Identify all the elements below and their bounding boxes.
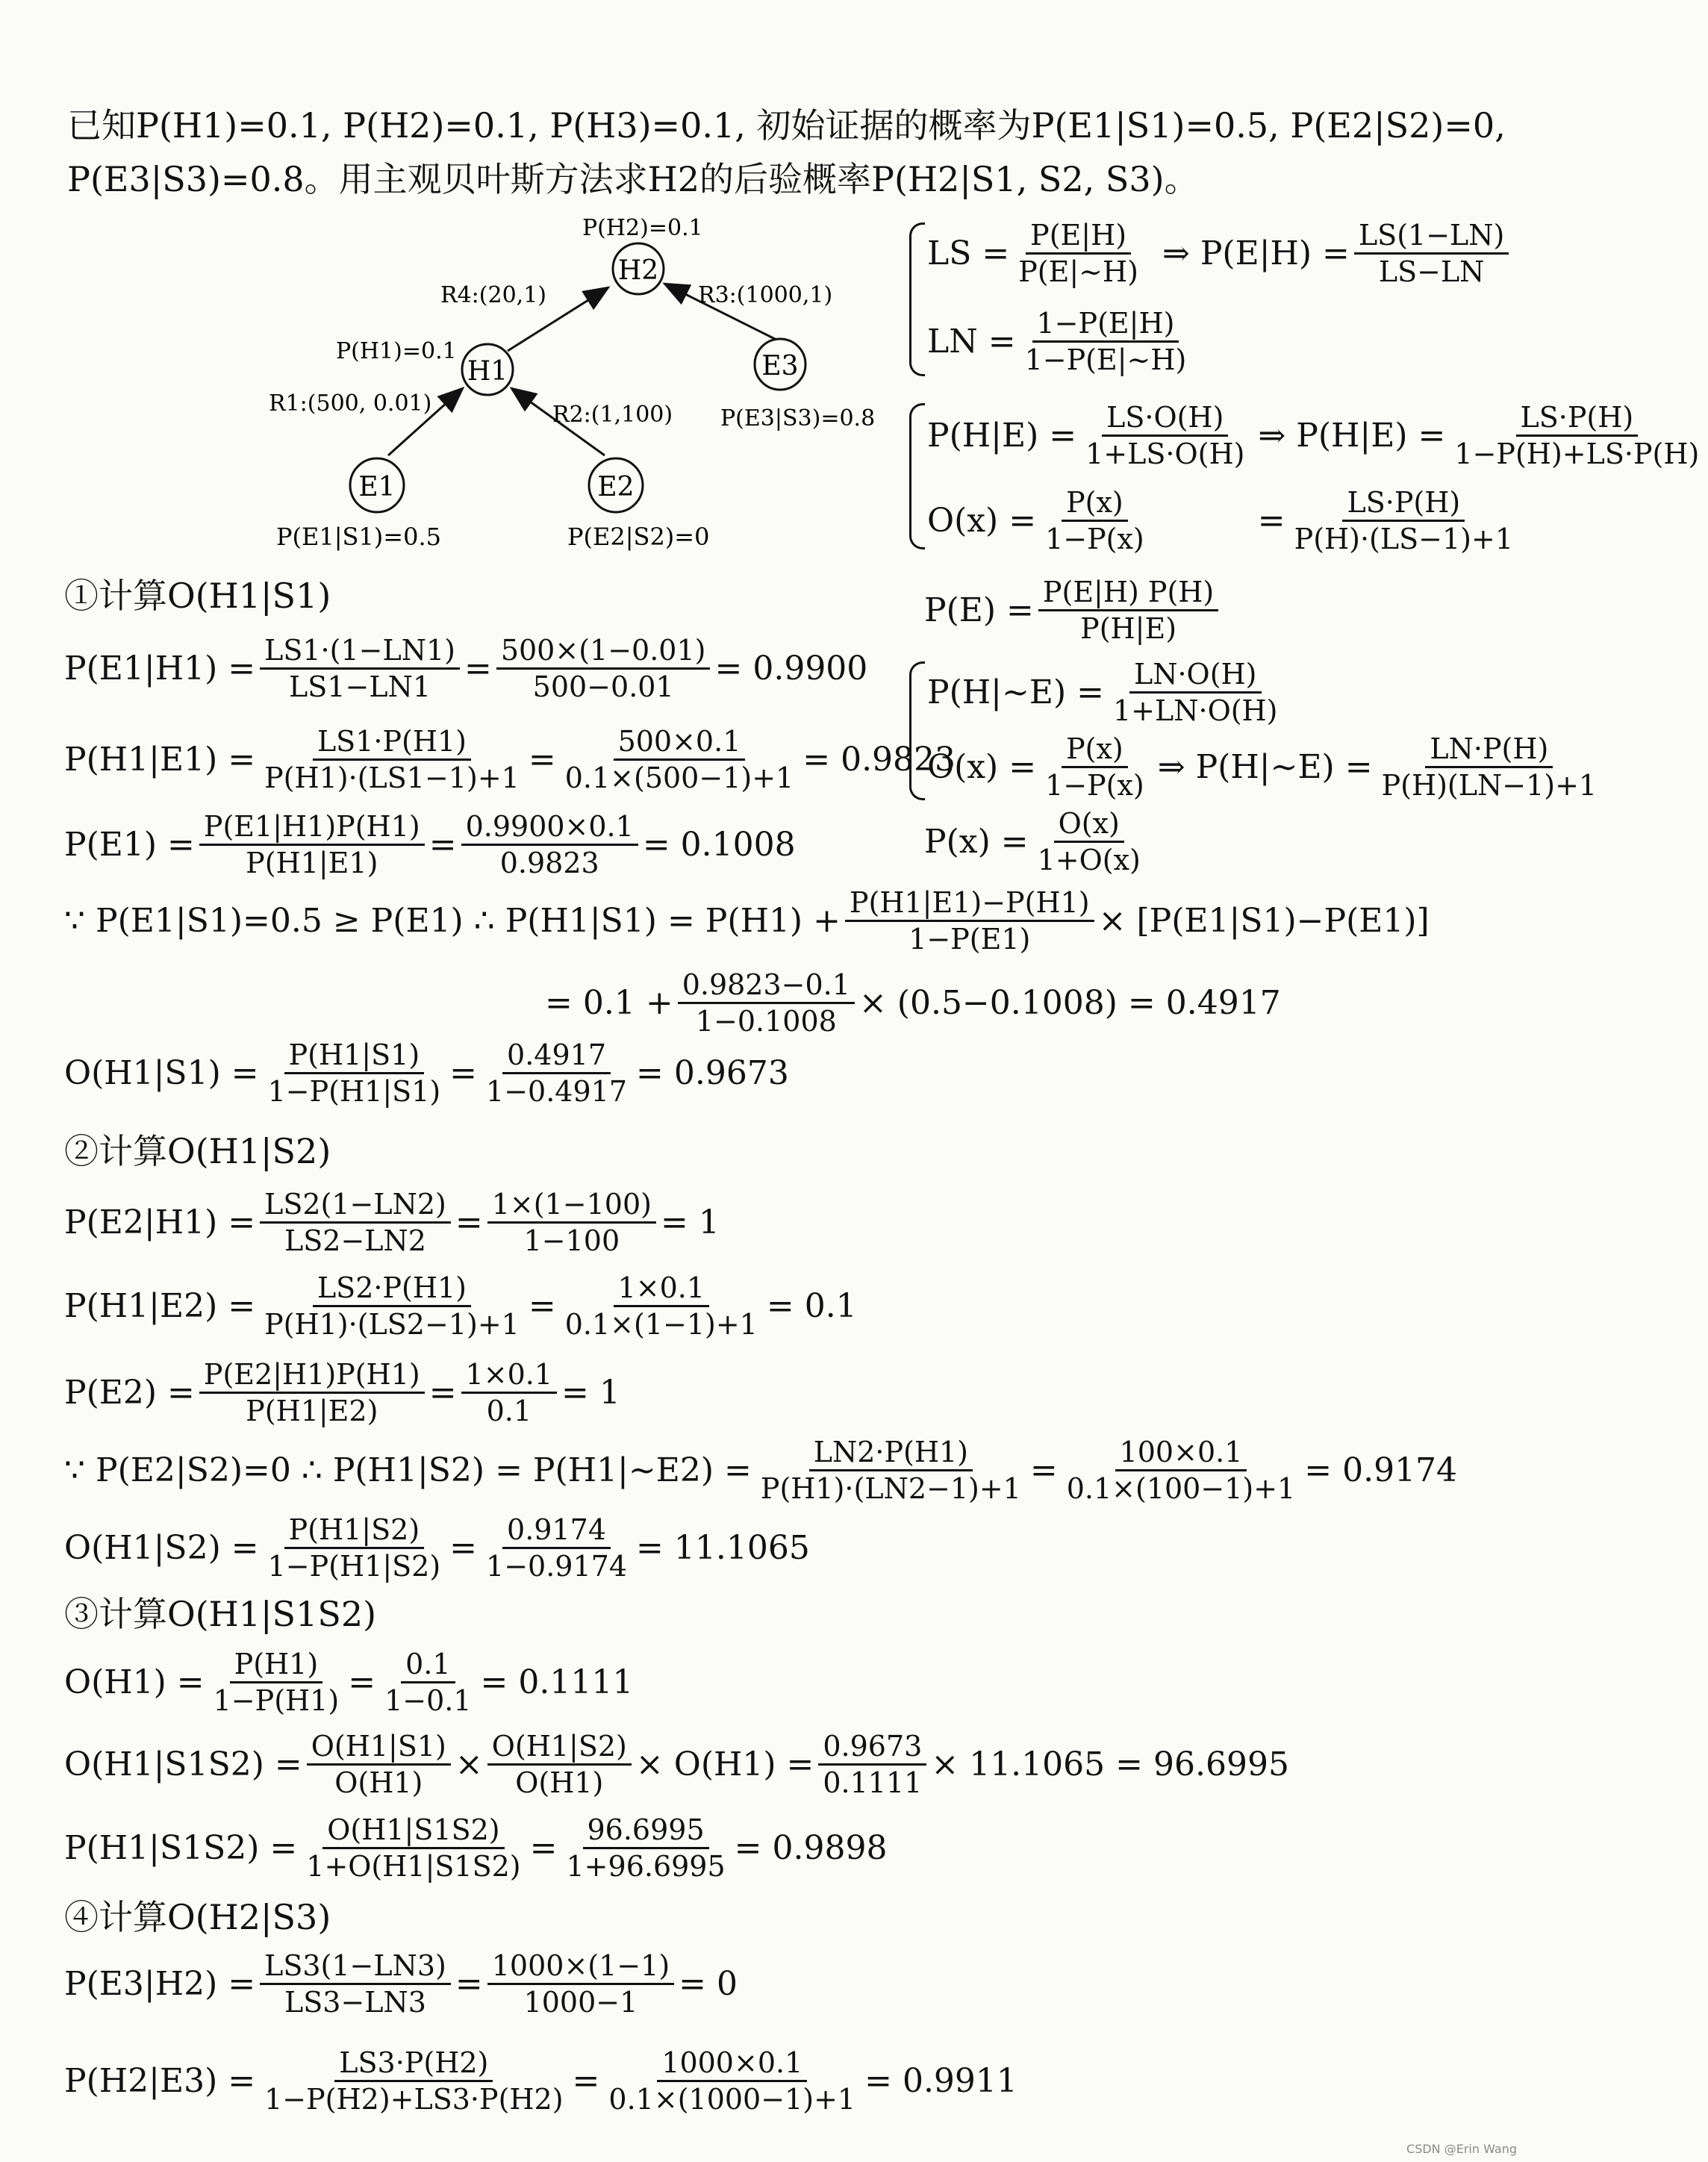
section-4-title: ④计算O(H2|S3): [64, 1897, 331, 1937]
node-e2-label: E2: [597, 472, 635, 502]
node-h1-label: H1: [467, 356, 508, 387]
brace-ls-ln: [909, 222, 925, 376]
formula-phe: P(H|E) = $\frac{LS\cdot O(H)}{1+LS\cdot O(H)}$ ⇒ P(H|E) = $\frac{LS\cdot P(H)}{1-P(H)+LS\cdot P(H)}$: [927, 401, 1700, 470]
formula-pe: P(E) = $\frac{P(E|H) P(H)}{P(H|E)}$: [924, 575, 1223, 646]
label-r2: R2:(1,100): [552, 402, 673, 428]
s3-o-h1: O(H1) = $\frac{P(H1)}{1-P(H1)}$ = $\frac{0.1}{1-0.1}$ = 0.1111: [64, 1648, 634, 1717]
node-e2: [589, 458, 643, 512]
node-h2-label: H2: [617, 255, 659, 286]
watermark: CSDN @Erin Wang: [1406, 2142, 1517, 2156]
label-r3: R3:(1000,1): [698, 282, 833, 308]
node-e1: [350, 458, 404, 512]
s2-p-e2: P(E2) = $\frac{P(E2|H1)P(H1)}{P(H1|E2)}$ = $\frac{1\times 0.1}{0.1}$ = 1: [64, 1358, 620, 1427]
label-p-e1s1: P(E1|S1)=0.5: [276, 523, 441, 551]
s1-p-h1-s1-value: = 0.1 + $\frac{0.9823-0.1}{1-0.1008}$ × (0.5−0.1008) = 0.4917: [545, 968, 1281, 1038]
section-2-title: ②计算O(H1|S2): [64, 1131, 331, 1171]
formula-ox-2: O(x) = $\frac{P(x)}{1-P(x)}$ ⇒ P(H|~E) = $\frac{LN\cdot P(H)}{P(H)(LN-1)+1}$: [927, 732, 1598, 802]
formula-ls: LS = $\frac{P(E|H)}{P(E|\sim H)}$ ⇒ P(E|H) = $\frac{LS(1-LN)}{LS-LN}$: [927, 218, 1513, 289]
s3-o-h1-s1s2: O(H1|S1S2) = $\frac{O(H1|S1)}{O(H1)}$ × $\frac{O(H1|S2)}{O(H1)}$ × O(H1) = $\frac{0.9673}{0.1111}$ × 11.1065 = 96.6995: [64, 1730, 1289, 1799]
s3-p-h1-s1s2: P(H1|S1S2) = $\frac{O(H1|S1S2)}{1+O(H1|S1S2)}$ = $\frac{96.6995}{1+96.6995}$ = 0.9898: [64, 1813, 888, 1883]
s1-p-e1: P(E1) = $\frac{P(E1|H1)P(H1)}{P(H1|E1)}$ = $\frac{0.9900\times 0.1}{0.9823}$ = 0.1008: [64, 810, 796, 879]
label-r4: R4:(20,1): [440, 282, 546, 308]
formula-phne: P(H|~E) = $\frac{LN\cdot O(H)}{1+LN\cdot O(H)}$: [927, 658, 1278, 727]
node-e3: [755, 339, 805, 390]
node-h1: [462, 344, 513, 395]
label-r1: R1:(500, 0.01): [269, 390, 432, 417]
s1-p-h1-e1: P(H1|E1) = $\frac{LS1\cdot P(H1)}{P(H1)\cdot(LS1-1)+1}$ = $\frac{500\times 0.1}{0.1\times(500-1)+1}$ = 0.9823: [64, 725, 956, 794]
formula-px: P(x) = $\frac{O(x)}{1+O(x)}$: [924, 807, 1141, 876]
label-p-e2s2: P(E2|S2)=0: [567, 523, 710, 551]
s1-p-e1-h1: P(E1|H1) = $\frac{LS1\cdot(1-LN1)}{LS1-LN1}$ = $\frac{500\times(1-0.01)}{500-0.01}$ = 0.9900: [64, 634, 868, 703]
s4-p-h2-e3: P(H2|E3) = $\frac{LS3\cdot P(H2)}{1-P(H2)+LS3\cdot P(H2)}$ = $\frac{1000\times 0.1}{0.1\times(1000-1)+1}$ = 0.9911: [64, 2046, 1017, 2116]
inference-network-diagram: [254, 209, 911, 567]
node-h2: [613, 243, 664, 294]
s2-p-h1-s2: ∵ P(E2|S2)=0 ∴ P(H1|S2) = P(H1|~E2) = $\frac{LN2\cdot P(H1)}{P(H1)\cdot(LN2-1)+1}$ = $\frac{100\times 0.1}{0.1\times(100-1)+1}$ = 0.9174: [64, 1436, 1458, 1505]
section-1-title: ①计算O(H1|S1): [64, 576, 331, 616]
s2-o-h1-s2: O(H1|S2) = $\frac{P(H1|S2)}{1-P(H1|S2)}$ = $\frac{0.9174}{1-0.9174}$ = 11.1065: [64, 1513, 810, 1583]
s1-o-h1-s1: O(H1|S1) = $\frac{P(H1|S1)}{1-P(H1|S1)}$ = $\frac{0.4917}{1-0.4917}$ = 0.9673: [64, 1038, 789, 1108]
section-3-title: ③计算O(H1|S1S2): [64, 1594, 377, 1634]
s2-p-h1-e2: P(H1|E2) = $\frac{LS2\cdot P(H1)}{P(H1)\cdot(LS2-1)+1}$ = $\frac{1\times 0.1}{0.1\times(1-1)+1}$ = 0.1: [64, 1271, 857, 1341]
node-e3-label: E3: [761, 351, 799, 381]
s1-p-h1-s1: ∵ P(E1|S1)=0.5 ≥ P(E1) ∴ P(H1|S1) = P(H1) + $\frac{P(H1|E1)-P(H1)}{1-P(E1)}$ × [P(E1|S1)−P(E1)]: [64, 886, 1430, 956]
label-p-e3s3: P(E3|S3)=0.8: [720, 405, 876, 432]
problem-line-2: P(E3|S3)=0.8。用主观贝叶斯方法求H2的后验概率P(H2|S1, S2, S3)。: [67, 159, 1199, 199]
s2-p-e2-h1: P(E2|H1) = $\frac{LS2(1-LN2)}{LS2-LN2}$ = $\frac{1\times(1-100)}{1-100}$ = 1: [64, 1188, 720, 1257]
formula-ox: O(x) = $\frac{P(x)}{1-P(x)}$ = $\frac{LS\cdot P(H)}{P(H)\cdot(LS-1)+1}$: [927, 486, 1514, 555]
brace-phe: [909, 403, 925, 549]
formula-ln: LN = $\frac{1-P(E|H)}{1-P(E|\sim H)}$: [927, 307, 1187, 376]
s4-p-e3-h2: P(E3|H2) = $\frac{LS3(1-LN3)}{LS3-LN3}$ = $\frac{1000\times(1-1)}{1000-1}$ = 0: [64, 1949, 738, 2019]
problem-line-1: 已知P(H1)=0.1, P(H2)=0.1, P(H3)=0.1, 初始证据的概率为P(E1|S1)=0.5, P(E2|S2)=0,: [67, 105, 1506, 146]
node-e1-label: E1: [358, 472, 396, 502]
label-p-h1: P(H1)=0.1: [336, 338, 457, 364]
label-p-h2: P(H2)=0.1: [582, 215, 703, 241]
